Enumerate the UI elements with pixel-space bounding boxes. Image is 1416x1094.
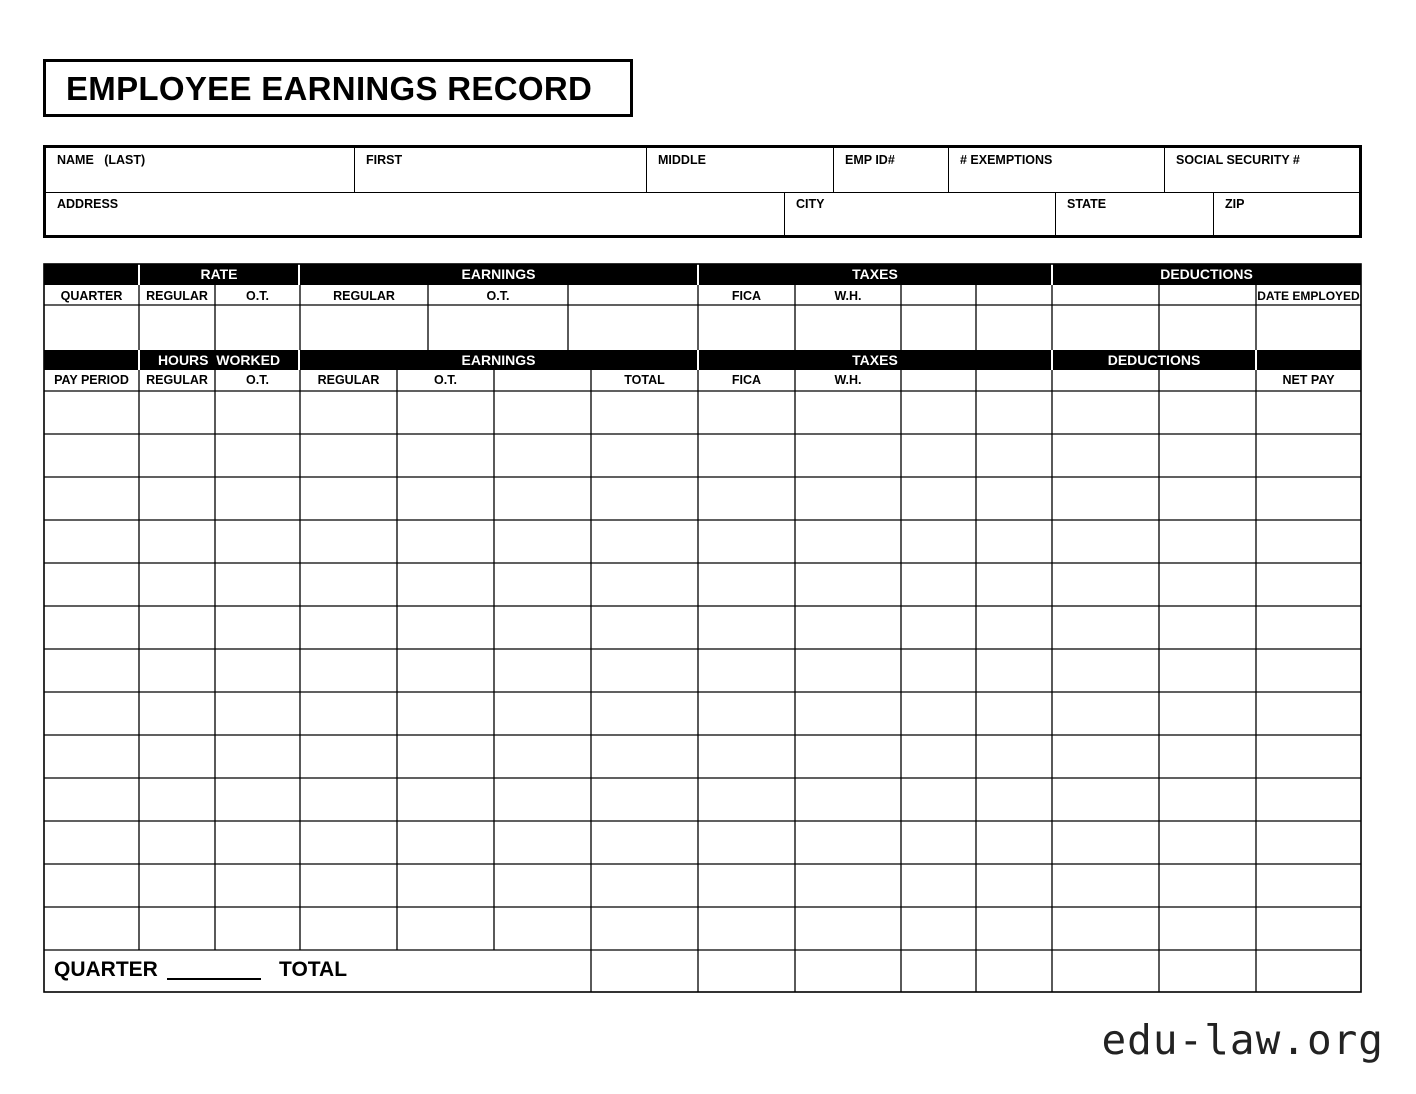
rate-earnings-ot-col-header: O.T.	[486, 289, 510, 303]
rate-earnings-header: EARNINGS	[461, 266, 536, 282]
exemptions-label: # EXEMPTIONS	[960, 153, 1053, 167]
last-name-label: NAME (LAST)	[57, 153, 146, 167]
rate-regular-col-header: REGULAR	[146, 289, 208, 303]
hours-deductions-header: DEDUCTIONS	[1107, 352, 1201, 368]
hours-regular-col-header: REGULAR	[146, 373, 208, 387]
emp-id-label: EMP ID#	[845, 153, 895, 167]
first-name-label: FIRST	[366, 153, 403, 167]
hours-worked-header: HOURS WORKED	[157, 352, 281, 368]
earnings-ot-col-header: O.T.	[434, 373, 457, 387]
zip-label: ZIP	[1225, 197, 1245, 211]
rate-fica-col-header: FICA	[731, 289, 762, 303]
quarter-total-label: QUARTER	[54, 958, 158, 981]
date-employed-col-header: DATE EMPLOYED	[1257, 289, 1360, 303]
earnings-total-col-header: TOTAL	[624, 373, 665, 387]
city-label: CITY	[796, 197, 825, 211]
hours-ot-col-header: O.T.	[246, 373, 269, 387]
pay-period-col-header: PAY PERIOD	[54, 373, 129, 387]
total-label: TOTAL	[279, 958, 348, 981]
quarter-col-header: QUARTER	[60, 289, 123, 303]
page-title: EMPLOYEE EARNINGS RECORD	[66, 70, 593, 107]
net-pay-col-header: NET PAY	[1282, 373, 1335, 387]
hours-taxes-header: TAXES	[852, 352, 898, 368]
rate-wh-col-header: W.H.	[834, 289, 862, 303]
rate-ot-col-header: O.T.	[246, 289, 269, 303]
rate-earnings-regular-col-header: REGULAR	[333, 289, 395, 303]
watermark: edu-law.org	[1101, 1016, 1384, 1064]
middle-name-label: MIDDLE	[658, 153, 706, 167]
address-label: ADDRESS	[57, 197, 119, 211]
ssn-label: SOCIAL SECURITY #	[1176, 153, 1300, 167]
earnings-regular-col-header: REGULAR	[317, 373, 380, 387]
state-label: STATE	[1067, 197, 1107, 211]
hours-earnings-header: EARNINGS	[461, 352, 536, 368]
wh-col-header: W.H.	[834, 373, 862, 387]
rate-deductions-header: DEDUCTIONS	[1160, 266, 1253, 282]
fica-col-header: FICA	[731, 373, 762, 387]
rate-taxes-header: TAXES	[852, 266, 898, 282]
rate-header: RATE	[200, 266, 238, 282]
quarter-number-line[interactable]	[167, 978, 261, 980]
